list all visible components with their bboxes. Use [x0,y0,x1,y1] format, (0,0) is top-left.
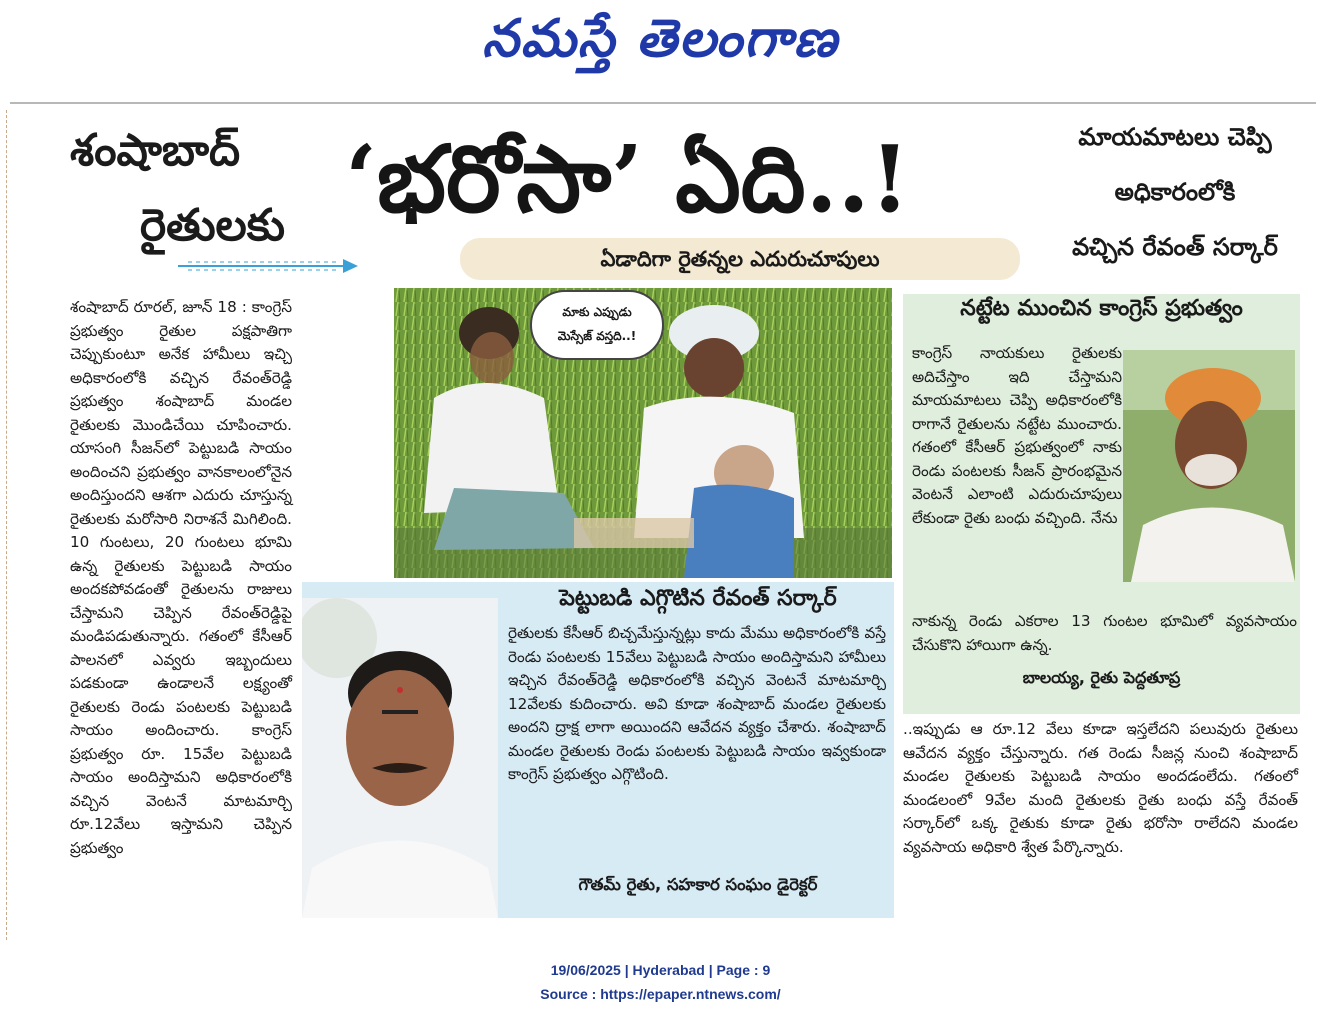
kicker-line-2: రైతులకు [140,200,285,251]
speech-bubble-line: మెస్సేజ్ వస్తది..! [557,329,637,343]
speech-bubble [530,290,664,360]
director-quote-title: పెట్టుబడి ఎగ్గొటిన రేవంత్ సర్కార్ [559,586,837,611]
footer-source-link[interactable]: Source : https://epaper.ntnews.com/ [540,986,781,1002]
subheadline: ఏడాదిగా రైతన్నల ఎదురుచూపులు [600,247,880,271]
farmer-quote-title: నట్టేట ముంచిన కాంగ్రెస్ ప్రభుత్వం [960,296,1243,321]
headline: ‘భరోసా’ ఏది..! [345,125,911,233]
farmer-quote-signature: బాలయ్య, రైతు పెద్దతూప్ర [1022,668,1181,687]
elderly-farmer-photo [1123,350,1295,582]
side-quote [1040,110,1310,275]
director-quote-signature: గౌతమ్ రైతు, సహకార సంఘం డైరెక్టర్ [578,875,818,894]
farmer-quote-body-continued: నాకున్న రెండు ఎకరాల 13 గుంటల భూమిలో వ్యవసాయం చేసుకొని హాయిగా ఉన్న. [912,612,1297,654]
director-quote-body: రైతులకు కేసీఆర్ బిచ్చమేస్తున్నట్లు కాదు మేము అధికారంలోకి వస్తే రెండు పంటలకు 15వేలు పెట్టుబడి సాయం అందిస్తామని హామీలు ఇచ్చిన రేవంత్‌రెడ్డి అధికారంలోకి వచ్చిన వెంటనే మాటమార్చి 12వేలకు కుదించారు. అవి కూడా శంషాబాద్ మండల రైతులకు అందని ద్రాక్ష లాగా అయిందని ఆవేదన వ్యక్తం చేశారు. శంషాబాద్ మండల రైతులకు రెండు పంటలకు పెట్టుబడి సాయం ఇవ్వకుండా కాంగ్రెస్ ప్రభుత్వం ఎగ్గొటింది. [508,624,886,783]
side-quote-line: వచ్చిన రేవంత్ సర్కార్ [1072,233,1278,261]
kicker-line-1: శంషాబాద్ [70,125,241,176]
farmer-quote-body: కాంగ్రెస్ నాయకులు రైతులకు అదిచేస్తాం ఇది చేస్తామని మాయమాటలు చెప్పి అధికారంలోకి రాగానే రైతులను నట్టేట ముంచారు. గతంలో కేసీఆర్ ప్రభుత్వంలో నాకు రెండు పంటలకు సీజన్ ప్రారంభమైన వెంటనే ఎలాంటి ఎదురుచూపులు లేకుండా రైతు బంధు వచ్చింది. నేను [912,344,1122,527]
director-portrait-photo [302,598,498,918]
main-article-body: శంషాబాద్ రూరల్, జూన్ 18 : కాంగ్రెస్ ప్రభుత్వం రైతుల పక్షపాతిగా చెప్పుకుంటూ అనేక హామీలు ఇచ్చి అధికారంలోకి వచ్చిన రేవంత్‌రెడ్డి ప్రభుత్వం శంషాబాద్ మండల రైతులకు మొండిచేయి చూపించారు. యాసంగి సీజన్‌లో పెట్టుబడి సాయం అందించని ప్రభుత్వం వానకాలంలోనైన అందిస్తుందని ఆశగా ఎదురు చూస్తున్న రైతులకు మరోసారి నిరాశనే మిగిలింది. 10 గుంటలు, 20 గుంటలు భూమి ఉన్న రైతులకు పెట్టుబడి సాయం అందకపోవడంతో రైతులను రాజులు చేస్తామని చెప్పిన రేవంత్‌రెడ్డిపై మండిపడుతున్నారు. గతంలో కేసీఆర్ పాలనలో ఎవ్వరు ఇబ్బందులు పడకుండా ఉండాలనే లక్ష్యంతో రైతులకు రెండు పంటలకు పెట్టుబడి సాయం అందించారు. కాంగ్రెస్ ప్రభుత్వం రూ. 15వేల పెట్టుబడి సాయం అందిస్తామని అధికారంలోకి వచ్చిన వెంటనే మాటమార్చి రూ.12వేలు ఇస్తామని చెప్పిన ప్రభుత్వం [70,298,292,857]
masthead-logo: నమస్తే తెలంగాణ [482,8,839,69]
footer-dateline: 19/06/2025 | Hyderabad | Page : 9 [550,962,771,978]
arrow-icon [178,258,358,274]
side-quote-line: మాయమాటలు చెప్పి [1078,123,1272,151]
speech-bubble-line: మాకు ఎప్పుడు [562,305,632,319]
masthead-divider [10,102,1316,104]
side-quote-line: అధికారంలోకి [1114,178,1236,206]
article-continuation: ..ఇప్పుడు ఆ రూ.12 వేలు కూడా ఇస్తలేదని పలువురు రైతులు ఆవేదన వ్యక్తం చేస్తున్నారు. గత రెండు సీజన్ల నుంచి శంషాబాద్ మండల రైతులకు పెట్టుబడి సాయం అందడంలేదు. గతంలో మండలంలో 9వేల మంది రైతులకు రైతు బంధు వస్తే రేవంత్ సర్కార్‌లో ఒక్క రైతుకు కూడా రైతు భరోసా రాలేదని మండల వ్యవసాయ అధికారి శ్వేత పేర్కొన్నారు. [903,720,1298,856]
page-edge-strip [0,110,7,940]
